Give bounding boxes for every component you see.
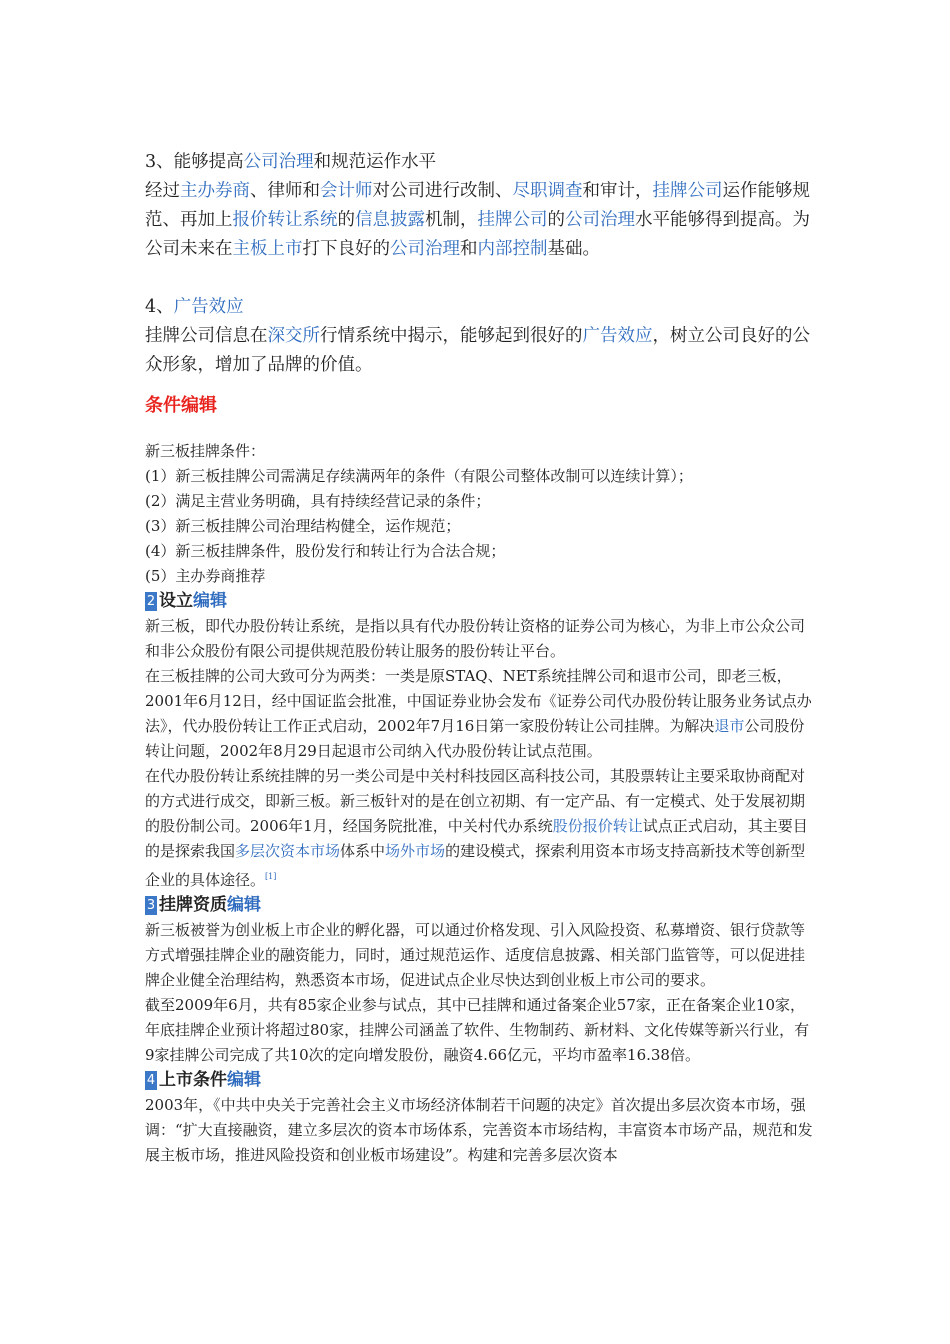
paragraph: 2003年，《中共中央关于完善社会主义市场经济体制若干问题的决定》首次提出多层次资本市场，强调：“扩大直接融资，建立多层次的资本市场体系，完善资本市场结构，丰富资本市场产品，规范和发展主板市场，推进风险投资和创业板市场建设”。构建和完善多层次资本 <box>145 1096 813 1164</box>
title-text: 3、能够提高 <box>145 152 244 172</box>
edit-link[interactable]: 编辑 <box>227 895 261 915</box>
text-run: 机制， <box>425 210 478 230</box>
text-run: 的 <box>337 210 355 230</box>
text-run: 行情系统中揭示，能够起到很好的 <box>320 326 583 346</box>
text-run: 体系中 <box>340 842 386 860</box>
text-run: 公司股份转让问题，2002年8月29日起退市公司纳入代办股份转让试点范围。 <box>145 717 805 760</box>
paragraph: 截至2009年6月，共有85家企业参与试点，其中已挂牌和通过备案企业57家，正在备案企业10家，年底挂牌企业预计将超过80家，挂牌公司涵盖了软件、生物制药、新材料、文化传媒等新兴行业，有9家挂牌公司完成了共10次的定向增发股份，融资4.66亿元，平均市盈率16.38倍。 <box>145 996 810 1064</box>
inline-link[interactable]: 场外市场 <box>385 842 446 860</box>
inline-link[interactable]: 主板上市 <box>232 239 303 259</box>
edit-link[interactable]: 编辑 <box>193 591 227 611</box>
text-run: 打下良好的 <box>302 239 390 259</box>
paragraph-text <box>145 767 808 889</box>
inline-link[interactable]: 广告效应 <box>582 326 653 346</box>
inline-link[interactable]: 主办券商 <box>180 181 250 201</box>
section-3-paragraph <box>145 177 813 264</box>
section-heading-listing-conditions <box>145 1068 813 1093</box>
text-run: 试点正式启动，其主要目的是探索我国 <box>145 817 808 860</box>
section-number-badge: 3 <box>146 898 156 913</box>
section-title: 挂牌资质 <box>159 895 227 915</box>
conditions-list <box>145 439 813 589</box>
condition-item: (4）新三板挂牌条件，股份发行和转让行为合法合规； <box>145 542 506 560</box>
condition-item: (1）新三板挂牌公司需满足存续满两年的条件（有限公司整体改制可以连续计算）； <box>145 467 693 485</box>
paragraph <box>145 764 813 893</box>
section-4-title <box>145 293 813 322</box>
inline-link[interactable]: 尽职调查 <box>512 181 583 201</box>
condition-item: (3）新三板挂牌公司治理结构健全，运作规范； <box>145 517 461 535</box>
section-title: 设立 <box>159 591 193 611</box>
document-content <box>145 148 813 1168</box>
section-heading-establishment <box>145 589 813 614</box>
section-number-badge: 2 <box>146 594 156 609</box>
condition-item: (5）主办券商推荐 <box>145 567 266 585</box>
text-run: 和审计， <box>582 181 653 201</box>
section-4-paragraph <box>145 322 813 380</box>
text-run: 基础。 <box>547 239 600 259</box>
link-ad-effect[interactable]: 广告效应 <box>173 297 244 317</box>
inline-link[interactable]: 内部控制 <box>477 239 548 259</box>
inline-link[interactable]: 公司治理 <box>390 239 460 259</box>
text-run: ，树立公司良好的公众形象，增加了品牌的价值。 <box>145 326 810 375</box>
text-run: 在三板挂牌的公司大致可分为两类：一类是原STAQ、NET系统挂牌公司和退市公司，即老三板，2001年6月12日，经中国证监会批准，中国证券业协会发布《证券公司代办股份转让服务业务试点办法》，代办股份转让工作正式启动，2002年7月16日第一家股份转让公司挂牌。为解决 <box>145 667 812 735</box>
title-text: 4、 <box>145 297 174 317</box>
section-number-badge: 4 <box>146 1073 156 1088</box>
text-run: 对公司进行改制、 <box>372 181 513 201</box>
inline-link[interactable]: 挂牌公司 <box>652 181 723 201</box>
paragraph: 新三板，即代办股份转让系统，是指以具有代办股份转让资格的证券公司为核心，为非上市公众公司和非公众股份有限公司提供规范股份转让服务的股份转让平台。 <box>145 617 806 660</box>
inline-link[interactable]: 挂牌公司 <box>477 210 548 230</box>
conditions-intro: 新三板挂牌条件： <box>145 442 266 460</box>
conditions-heading[interactable]: 条件编辑 <box>145 395 217 416</box>
inline-link[interactable]: 公司治理 <box>565 210 635 230</box>
title-text: 和规范运作水平 <box>313 152 437 172</box>
section-heading-listing-qualification <box>145 893 813 918</box>
section-3-benefits <box>145 148 813 380</box>
paragraph: 新三板被誉为创业板上市企业的孵化器，可以通过价格发现、引入风险投资、私募增资、银行贷款等方式增强挂牌企业的融资能力，同时，通过规范运作、适度信息披露、相关部门监管等，可以促进挂牌企业健全治理结构，熟悉资本市场，促进试点企业尽快达到创业板上市公司的要求。 <box>145 921 806 989</box>
text-run: 水平能够得到提高。为公司未来在 <box>145 210 810 259</box>
section-3-body <box>145 918 813 1068</box>
text-run: 经过 <box>145 181 180 201</box>
section-title: 上市条件 <box>159 1070 227 1090</box>
inline-link[interactable]: 报价转让系统 <box>232 210 338 230</box>
reference-link[interactable]: [1] <box>265 872 277 881</box>
paragraph <box>145 664 813 764</box>
text-run: 挂牌公司信息在 <box>145 326 268 346</box>
inline-link[interactable]: 会计师 <box>320 181 373 201</box>
text-run: 运作能够规范、再加上 <box>145 181 810 230</box>
section-3-title <box>145 148 813 177</box>
inline-link[interactable]: 多层次资本市场 <box>235 842 341 860</box>
inline-link[interactable]: 股份报价转让 <box>552 817 643 835</box>
edit-link[interactable]: 编辑 <box>227 1070 261 1090</box>
text-run: 的 <box>547 210 565 230</box>
text-run: 、律师和 <box>250 181 320 201</box>
text-run: 和 <box>460 239 478 259</box>
inline-link[interactable]: 退市 <box>714 717 745 735</box>
text-run: 在代办股份转让系统挂牌的另一类公司是中关村科技园区高科技公司，其股票转让主要采取协商配对的方式进行成交，即新三板。新三板针对的是在创立初期、有一定产品、有一定模式、处于发展初期的股份制公司。2006年1月，经国务院批准，中关村代办系统 <box>145 767 806 835</box>
link-corporate-governance[interactable]: 公司治理 <box>243 152 314 172</box>
condition-item: (2）满足主营业务明确，具有持续经营记录的条件； <box>145 492 491 510</box>
section-2-body <box>145 614 813 893</box>
inline-link[interactable]: 深交所 <box>267 326 320 346</box>
section-4-body <box>145 1093 813 1168</box>
inline-link[interactable]: 信息披露 <box>355 210 425 230</box>
text-run: 的建设模式，探索利用资本市场支持高新技术等创新型企业的具体途径。 <box>145 842 806 889</box>
